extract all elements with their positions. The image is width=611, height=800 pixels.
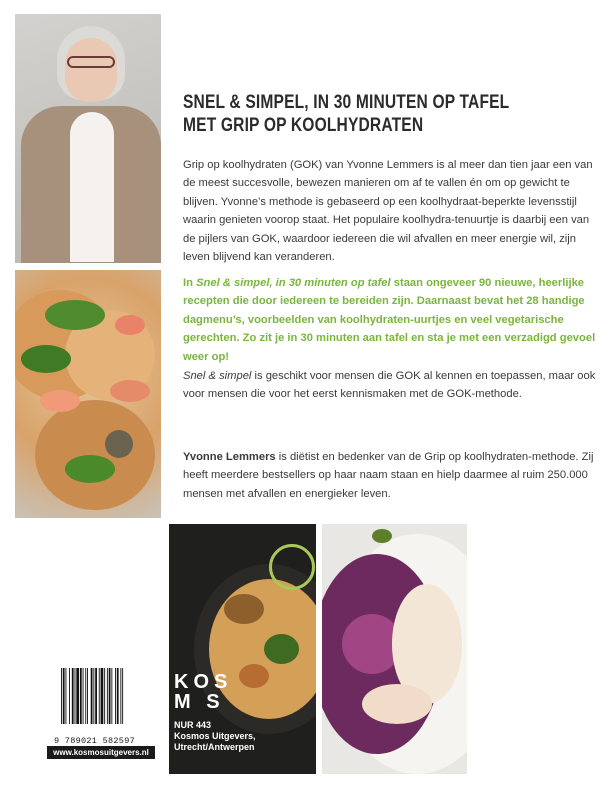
publisher-name: Kosmos Uitgevers,	[174, 731, 256, 741]
intro-paragraph: Grip op koolhydraten (GOK) van Yvonne Lemmers is al meer dan tien jaar een van de meest succesvolle, bewezen manieren om af te vallen én om op gewicht te blijven. Yvonne’s methode is gebaseerd op een koolhydraat-beperkte levensstijl waarin genieten voorop staat. Het populaire koolhydra-tenuurtje is daarbij een van de pijlers van GOK, waardoor iedereen die wil afvallen en meer energie wil, zijn leven blijvend kan veranderen.	[183, 159, 593, 264]
audience-paragraph	[183, 367, 601, 404]
logo-line-2: M S	[174, 691, 225, 713]
isbn-digits: 9 789021 582597	[54, 736, 136, 746]
book-title-italic: Snel & simpel, in 30 minuten op tafel	[196, 277, 391, 289]
barcode-bar	[122, 668, 123, 724]
title-line-1: SNEL & SIMPEL, IN 30 MINUTEN OP TAFEL	[183, 92, 510, 113]
kosmos-logo	[174, 672, 232, 712]
highlight-rest: staan ongeveer 90 nieuwe, heerlijke recepten die door iedereen te bereiden zijn. Daarnaast bevat het 28 handige dagmenu’s, voorbeelden van koolhydraten-uurtjes en veel vegetarische gerechten. Zo zit je in 30 minuten aan tafel en sta je met een verzadigd gevoel weer op!	[183, 277, 596, 363]
barcode-bar	[101, 668, 104, 724]
short-title-italic: Snel & simpel	[183, 370, 252, 382]
barcode-bar	[87, 668, 88, 724]
audience-rest: is geschikt voor mensen die GOK al kennen en toepassen, maar ook voor mensen die voor het eerst kennismaken met de GOK-methode.	[183, 370, 596, 401]
barcode-bar	[99, 668, 100, 724]
barcode-bar	[75, 668, 76, 724]
barcode-bar	[61, 668, 62, 724]
barcode-bar	[115, 668, 116, 724]
barcode-bar	[107, 668, 108, 724]
barcode-bar	[72, 668, 74, 724]
barcode-bar	[76, 668, 79, 724]
barcode-bar	[111, 668, 112, 724]
author-bio-paragraph	[183, 448, 601, 503]
back-cover-title	[183, 91, 519, 137]
barcode-bar	[80, 668, 82, 724]
publisher-website: www.kosmosuitgevers.nl	[47, 746, 155, 759]
barcode-bar	[91, 668, 93, 724]
barcode-bar	[117, 668, 119, 724]
highlight-in: In	[183, 277, 197, 289]
author-photo	[15, 14, 161, 263]
barcode-bars	[61, 668, 149, 724]
publisher-info	[174, 720, 256, 753]
isbn-barcode	[51, 664, 154, 734]
nur-code: NUR 443	[174, 720, 212, 730]
salad-photo	[322, 524, 467, 774]
barcode-bar	[66, 668, 67, 724]
barcode-bar	[85, 668, 86, 724]
highlight-paragraph	[183, 274, 601, 366]
barcode-bar	[95, 668, 97, 724]
barcode-bar	[120, 668, 121, 724]
barcode-bar	[69, 668, 70, 724]
pizza-photo	[15, 270, 161, 518]
author-bio-rest: is diëtist en bedenker van de Grip op koolhydraten-methode. Zij heeft meerdere bestsellers op haar naam staan en hielp daarmee al ruim 250.000 mensen met afvallen en energieker leven.	[183, 451, 594, 500]
title-line-2: MET GRIP OP KOOLHYDRATEN	[183, 115, 424, 136]
logo-line-1: KOS	[174, 671, 233, 693]
barcode-bar	[109, 668, 111, 724]
barcode-bar	[93, 668, 94, 724]
barcode-bar	[83, 668, 84, 724]
barcode-bar	[104, 668, 105, 724]
barcode-bar	[63, 668, 65, 724]
author-name: Yvonne Lemmers	[183, 451, 276, 463]
publisher-place: Utrecht/Antwerpen	[174, 742, 255, 752]
